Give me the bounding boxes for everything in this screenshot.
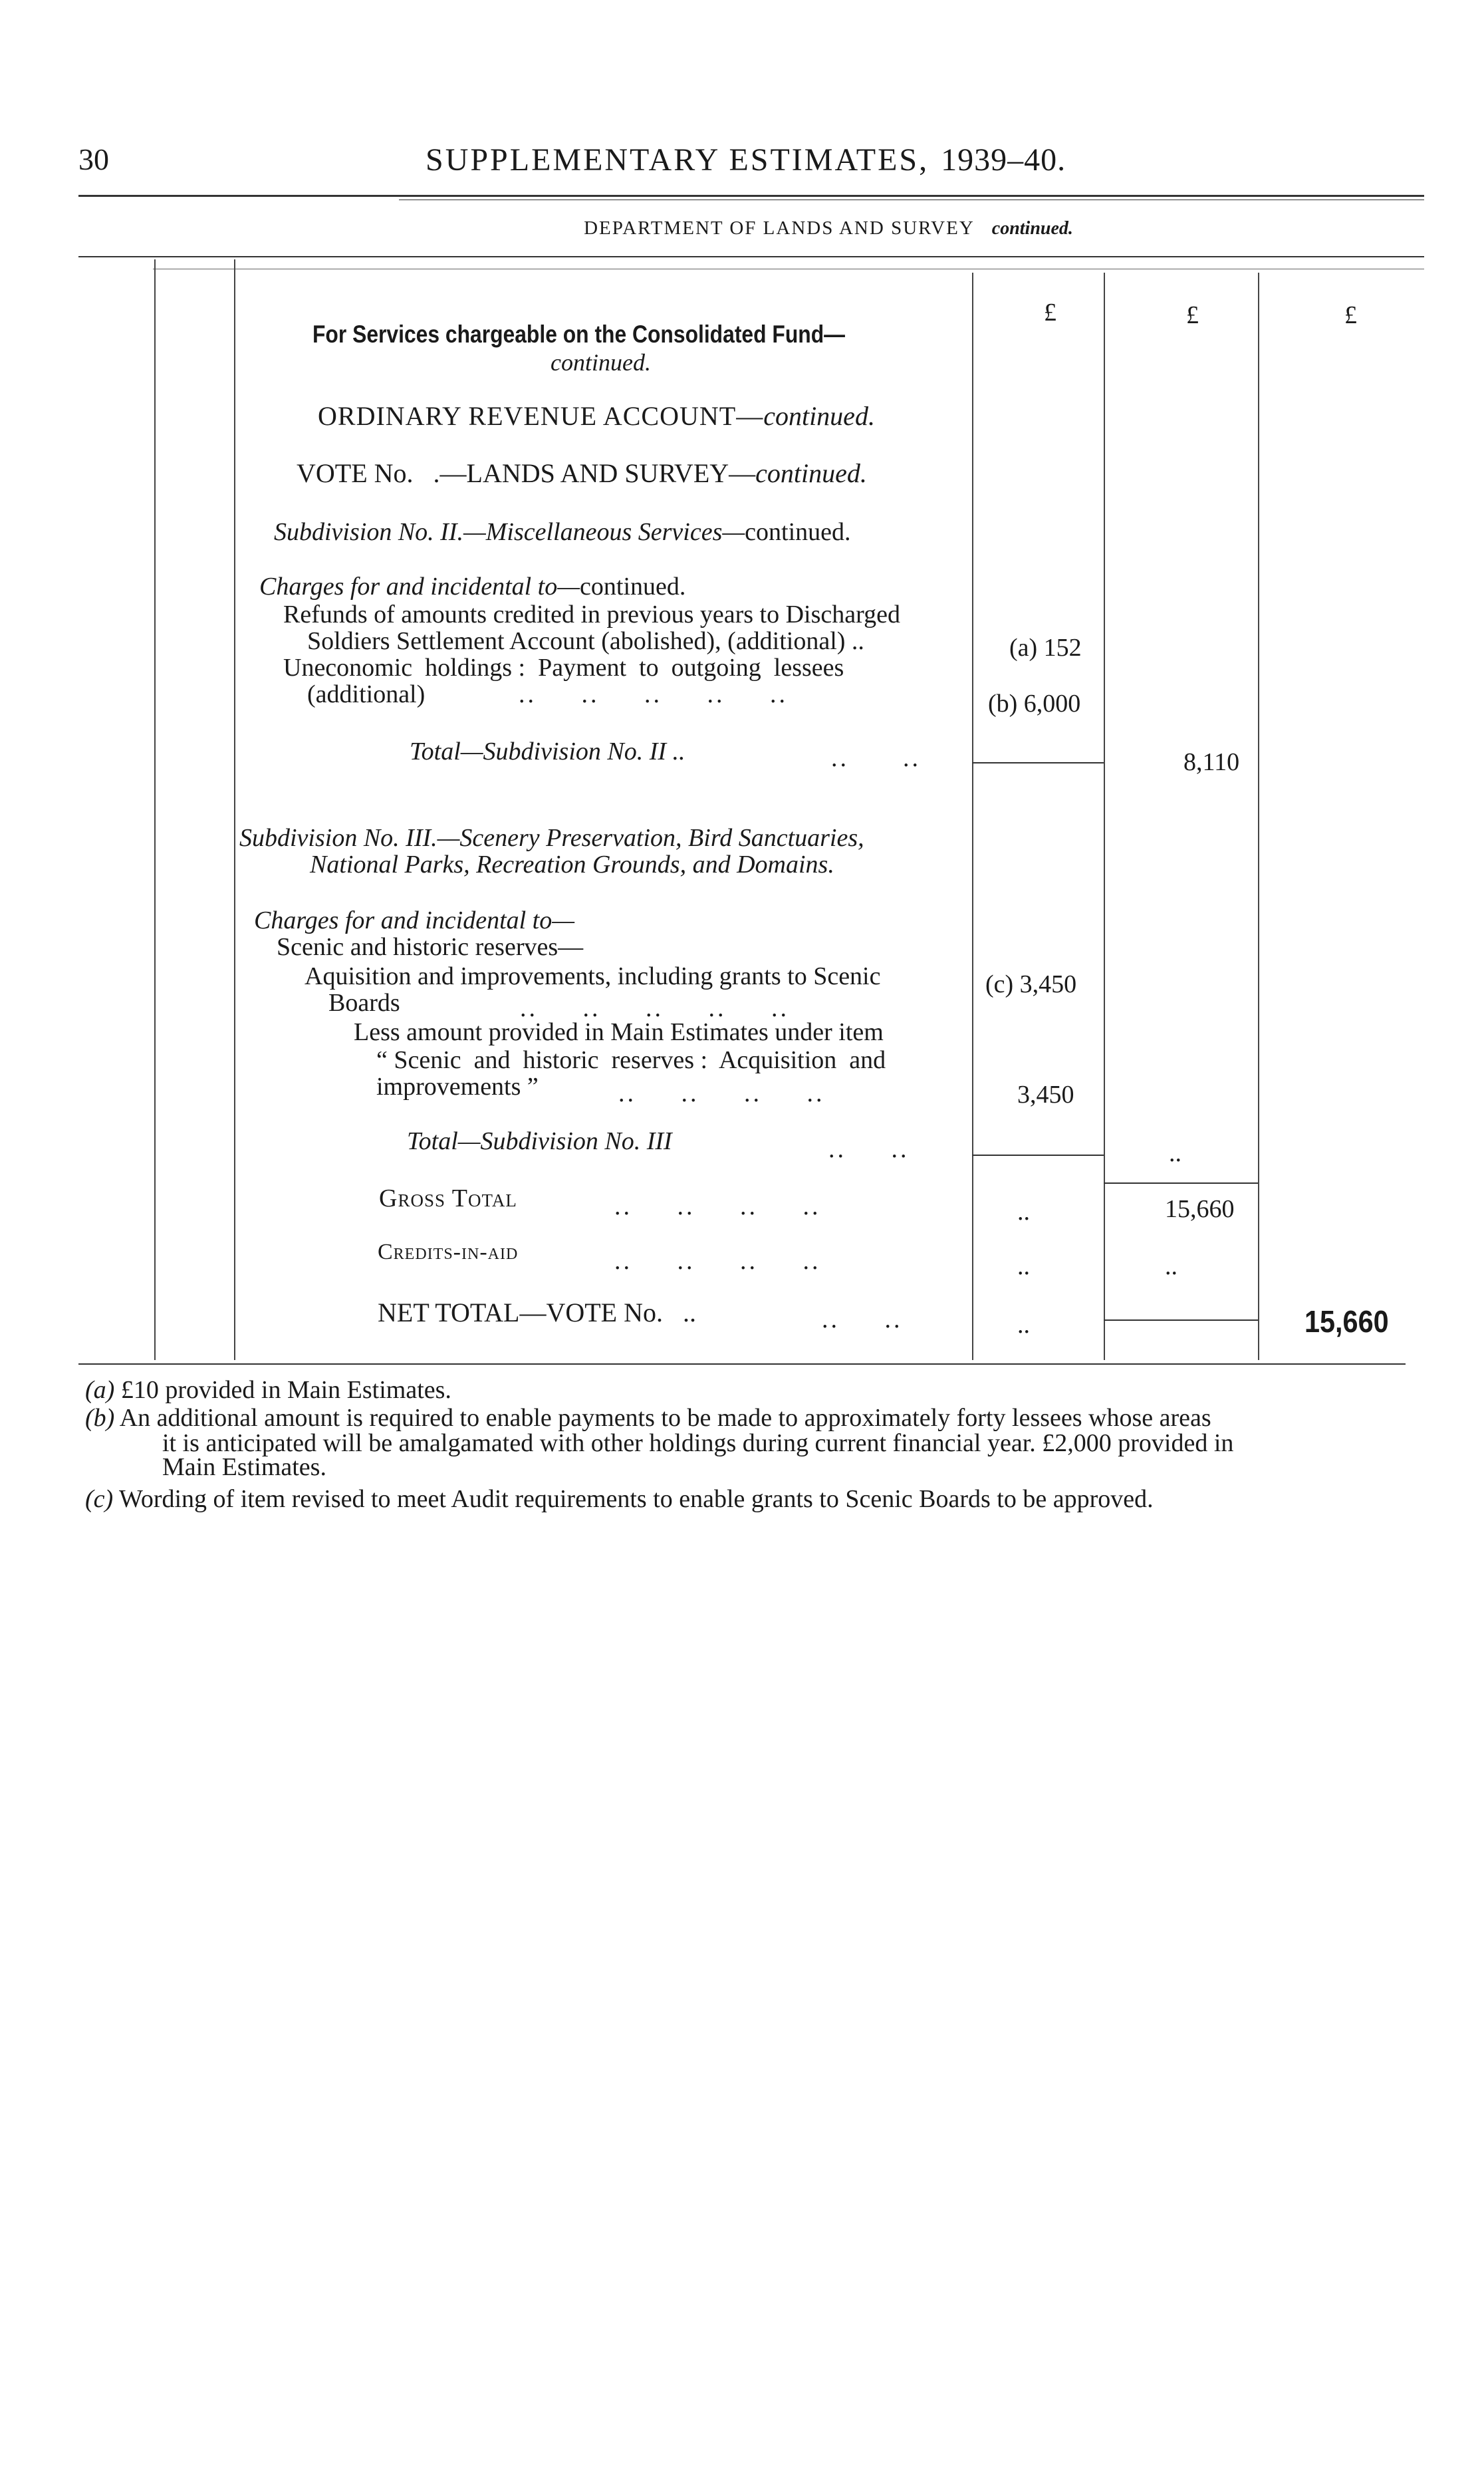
footnote-b-line-3: Main Estimates. — [162, 1453, 326, 1481]
account-heading-text: ORDINARY REVENUE ACCOUNT— — [318, 401, 764, 431]
department-name: DEPARTMENT OF LANDS AND SURVEY — [584, 217, 975, 239]
footnote-a-mark: (a) — [85, 1376, 115, 1404]
uneconomic-amount: (b) 6,000 — [988, 690, 1081, 718]
subdivision-2-total-amount: 8,110 — [1183, 748, 1240, 776]
subdivision-3-charges: Charges for and incidental to— — [254, 906, 575, 934]
subdivision-2-title-text: Subdivision No. II.—Miscellaneous Services— — [274, 518, 745, 546]
vote-heading-text: VOTE No. .—LANDS AND SURVEY— — [297, 458, 756, 488]
subdivision-3-sum-rule — [972, 1155, 1104, 1156]
account-heading — [318, 400, 875, 432]
acquisition-amount: (c) 3,450 — [985, 970, 1077, 998]
footnote-a-text: £10 provided in Main Estimates. — [120, 1376, 451, 1404]
footnote-c-text: Wording of item revised to meet Audit requirements to enable grants to Scenic Boards to be approved. — [119, 1485, 1154, 1513]
page-title — [426, 142, 1066, 178]
footnote-b-line-1: An additional amount is required to enable payments to be made to approximately forty lessees whose areas — [119, 1404, 1211, 1432]
refunds-line-1: Refunds of amounts credited in previous years to Discharged — [283, 601, 900, 628]
less-amount-line-1: Less amount provided in Main Estimates under item — [354, 1018, 884, 1046]
subdivision-2-title-continued: continued. — [745, 518, 851, 546]
less-amount-leaders: .. .. .. .. — [618, 1079, 825, 1107]
table-bottom-rule — [78, 1363, 1406, 1365]
footnote-c-mark: (c) — [85, 1485, 114, 1513]
amount-col-rule-3 — [1258, 273, 1259, 1360]
footnote-b-mark: (b) — [85, 1404, 115, 1432]
gross-total-col-2: 15,660 — [1165, 1195, 1235, 1223]
department-continued: continued. — [991, 218, 1073, 239]
gross-total-label: Gross Total — [379, 1184, 517, 1212]
subdivision-3-total-amount: .. — [1169, 1139, 1181, 1167]
acquisition-line-2: Boards — [328, 989, 400, 1017]
subdivision-2-charges — [259, 572, 685, 601]
acquisition-line-1: Aquisition and improvements, including grants to Scenic — [305, 962, 881, 990]
scenic-reserves-heading: Scenic and historic reserves— — [277, 933, 584, 961]
column-3-currency: £ — [1344, 301, 1357, 329]
credits-in-aid-label: Credits-in-aid — [378, 1240, 519, 1264]
account-heading-continued: continued. — [763, 401, 875, 431]
page-number: 30 — [78, 142, 109, 176]
footnote-a — [85, 1377, 451, 1403]
services-heading-continued: continued. — [551, 349, 651, 376]
department-heading — [0, 217, 1484, 239]
title-year: 1939–40. — [941, 142, 1066, 178]
subdivision-2-total-leaders: .. .. — [831, 744, 921, 772]
credits-in-aid-col-1: .. — [1017, 1252, 1030, 1280]
uneconomic-line-2: (additional) — [307, 680, 426, 708]
net-total-amount: 15,660 — [1304, 1304, 1389, 1339]
less-amount-value: 3,450 — [1017, 1081, 1074, 1109]
gross-total-leaders: .. .. .. .. — [614, 1192, 821, 1220]
refunds-line-2: Soldiers Settlement Account (abolished), (additional) .. — [307, 627, 864, 655]
net-total-leaders: .. .. — [822, 1306, 903, 1333]
column-2-currency: £ — [1186, 301, 1199, 329]
uneconomic-leaders: .. .. .. .. .. — [519, 680, 788, 708]
refunds-amount: (a) 152 — [1009, 634, 1082, 662]
footnote-c — [85, 1486, 1154, 1512]
margin-rule-1 — [154, 259, 156, 1360]
subdivision-3-title-line-1: Subdivision No. III.—Scenery Preservation, Bird Sanctuaries, — [239, 824, 864, 852]
less-amount-line-3: improvements ” — [376, 1073, 539, 1101]
vote-heading-continued: continued. — [755, 458, 867, 488]
credits-in-aid-leaders: .. .. .. .. — [614, 1247, 821, 1275]
acquisition-leaders: .. .. .. .. .. — [520, 994, 789, 1022]
net-total-label: NET TOTAL—VOTE No. .. — [378, 1298, 696, 1327]
column-1-currency: £ — [1044, 299, 1056, 327]
subdivision-3-total-leaders: .. .. — [828, 1135, 910, 1163]
title-text: SUPPLEMENTARY ESTIMATES, — [426, 142, 929, 178]
footnote-b — [85, 1405, 1211, 1431]
subdivision-2-charges-continued: continued. — [580, 573, 686, 601]
gross-total-col-1: .. — [1017, 1198, 1030, 1226]
subdivision-3-title-line-2: National Parks, Recreation Grounds, and Domains. — [310, 851, 834, 879]
services-heading: For Services chargeable on the Consolidated Fund— — [312, 321, 845, 348]
net-total-col-1: .. — [1017, 1311, 1030, 1339]
net-total-rule — [1104, 1319, 1258, 1321]
subdivision-2-charges-text: Charges for and incidental to— — [259, 573, 580, 601]
subdivision-2-sum-rule — [972, 762, 1104, 763]
less-amount-line-2: “ Scenic and historic reserves : Acquisition and — [376, 1046, 886, 1074]
gross-total-rule — [1104, 1182, 1258, 1184]
table-top-rule — [78, 256, 1424, 257]
header-rule — [78, 195, 1424, 197]
subdivision-3-total-label: Total—Subdivision No. III — [407, 1127, 672, 1155]
subdivision-2-total-label: Total—Subdivision No. II .. — [410, 738, 685, 765]
footnote-b-line-2: it is anticipated will be amalgamated with other holdings during current financial year. £2,000 provided in — [162, 1429, 1234, 1457]
subdivision-2-title — [274, 517, 851, 547]
amount-col-rule-2 — [1104, 273, 1105, 1360]
margin-rule-2 — [234, 259, 235, 1360]
credits-in-aid-col-2: .. — [1165, 1252, 1177, 1280]
vote-heading — [297, 458, 867, 489]
uneconomic-line-1: Uneconomic holdings : Payment to outgoing lessees — [283, 654, 844, 682]
amount-col-rule-1 — [972, 273, 973, 1360]
